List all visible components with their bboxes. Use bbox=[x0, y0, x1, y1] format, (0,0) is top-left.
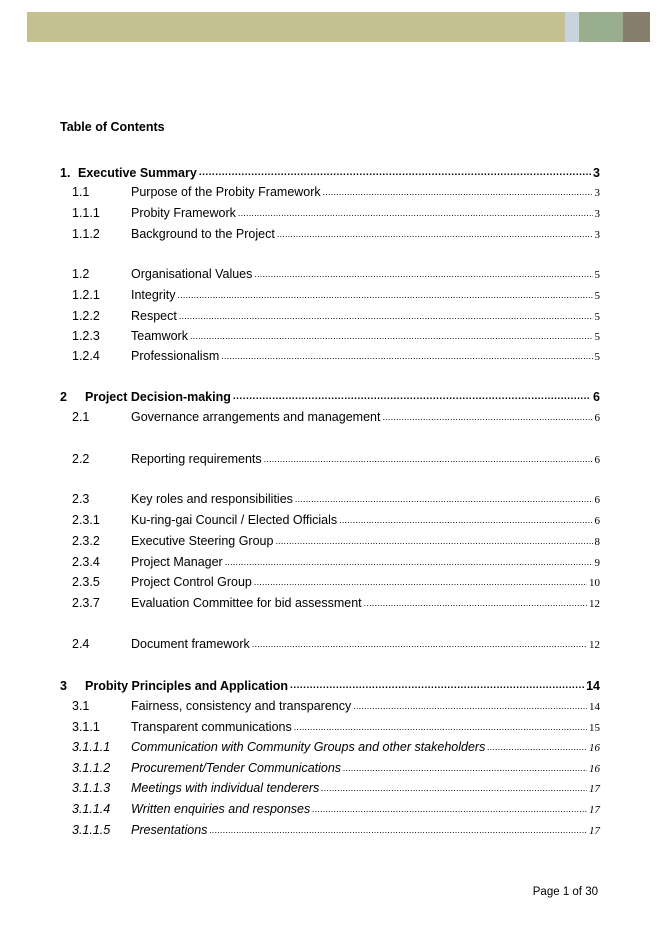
toc-entry-page: 5 bbox=[594, 269, 600, 281]
toc-leader bbox=[264, 455, 593, 467]
toc-entry-page: 5 bbox=[594, 331, 600, 343]
toc-entry[interactable] bbox=[60, 512, 600, 528]
toc-entry-page: 3 bbox=[594, 229, 600, 241]
toc-entry[interactable] bbox=[60, 409, 600, 425]
toc-entry-page: 9 bbox=[594, 557, 600, 569]
toc-leader bbox=[252, 640, 587, 652]
toc-entry-number: 1.2 bbox=[72, 267, 90, 281]
header-band-swatch-1 bbox=[565, 12, 579, 42]
toc-entry[interactable] bbox=[60, 266, 600, 282]
toc-entry-page: 17 bbox=[589, 804, 600, 816]
header-band-swatch-3 bbox=[623, 12, 650, 42]
toc-entry-number: 1.2.3 bbox=[72, 329, 100, 343]
toc-entry-title: Teamwork bbox=[131, 329, 188, 343]
toc-entry-number: 3.1.1.3 bbox=[72, 781, 111, 795]
toc-entry-title: Procurement/Tender Communications bbox=[131, 761, 342, 775]
toc-entry[interactable] bbox=[60, 328, 600, 344]
toc-leader bbox=[339, 516, 592, 528]
toc-leader bbox=[254, 270, 592, 282]
toc-entry-page: 6 bbox=[594, 412, 600, 424]
toc-entry[interactable] bbox=[60, 226, 600, 242]
toc-leader bbox=[238, 209, 593, 221]
toc-entry-page: 16 bbox=[589, 763, 600, 775]
toc-entry-number: 3.1 bbox=[72, 699, 90, 713]
toc-entry-page: 3 bbox=[594, 187, 600, 199]
toc-leader bbox=[294, 723, 587, 735]
toc-entry-number: 3.1.1 bbox=[72, 720, 100, 734]
toc-entry-number: 2.3.2 bbox=[72, 534, 100, 548]
toc-entry-title: Integrity bbox=[131, 288, 176, 302]
toc-entry-title: Organisational Values bbox=[131, 267, 253, 281]
toc-entry[interactable] bbox=[60, 678, 600, 694]
toc-entry-page: 6 bbox=[594, 494, 600, 506]
toc-entry-page: 6 bbox=[593, 390, 600, 404]
toc-entry-title: Communication with Community Groups and other stakeholders bbox=[131, 740, 486, 754]
toc-entry-page: 16 bbox=[589, 742, 600, 754]
toc-entry-page: 17 bbox=[589, 783, 600, 795]
toc-entry-page: 10 bbox=[589, 577, 600, 589]
toc-entry[interactable] bbox=[60, 389, 600, 405]
toc-entry-page: 14 bbox=[586, 679, 600, 693]
toc-entry-number: 2.3.7 bbox=[72, 596, 100, 610]
toc-entry[interactable] bbox=[60, 636, 600, 652]
toc-entry-title: Professionalism bbox=[131, 349, 220, 363]
toc-entry-page: 14 bbox=[589, 701, 600, 713]
toc-entry-title: Written enquiries and responses bbox=[131, 802, 311, 816]
toc-entry-page: 3 bbox=[594, 208, 600, 220]
toc-leader bbox=[487, 743, 587, 755]
toc-entry[interactable] bbox=[60, 595, 600, 611]
toc-entry-number: 2.1 bbox=[72, 410, 90, 424]
toc-leader bbox=[190, 332, 593, 344]
toc-entry-page: 5 bbox=[594, 290, 600, 302]
toc-entry-number: 2.3 bbox=[72, 492, 90, 506]
toc-entry-title: Project Decision-making bbox=[85, 390, 231, 404]
toc-leader bbox=[209, 826, 587, 838]
toc-entry-title: Background to the Project bbox=[131, 227, 275, 241]
header-band-main bbox=[27, 12, 565, 42]
toc-entry-page: 6 bbox=[594, 515, 600, 527]
toc-entry-title: Governance arrangements and management bbox=[131, 410, 381, 424]
toc-entry[interactable] bbox=[60, 554, 600, 570]
toc-leader bbox=[275, 537, 592, 549]
toc-entry-number: 2.4 bbox=[72, 637, 90, 651]
toc-leader bbox=[277, 230, 593, 242]
toc-entry[interactable] bbox=[60, 348, 600, 364]
toc-entry-number: 1.2.1 bbox=[72, 288, 100, 302]
toc-entry-page: 8 bbox=[594, 536, 600, 548]
toc-leader bbox=[321, 784, 587, 796]
toc-entry-number: 3.1.1.1 bbox=[72, 740, 111, 754]
toc-leader bbox=[382, 413, 592, 425]
toc-entry[interactable] bbox=[60, 451, 600, 467]
toc-entry-number: 2.3.4 bbox=[72, 555, 100, 569]
toc-entry-title: Probity Principles and Application bbox=[85, 679, 289, 693]
toc-entry-title: Respect bbox=[131, 309, 177, 323]
toc-entry[interactable] bbox=[60, 739, 600, 755]
toc-entry-number: 1.1.1 bbox=[72, 206, 100, 220]
toc-entry-number: 2 bbox=[60, 390, 67, 404]
toc-entry-page: 5 bbox=[594, 351, 600, 363]
page-number: Page 1 of 30 bbox=[532, 886, 598, 898]
toc-leader bbox=[233, 393, 591, 405]
toc-entry-number: 1.2.2 bbox=[72, 309, 100, 323]
toc-entry[interactable] bbox=[60, 205, 600, 221]
toc-entry-page: 17 bbox=[589, 825, 600, 837]
toc-entry[interactable] bbox=[60, 287, 600, 303]
toc-entry[interactable] bbox=[60, 801, 600, 817]
toc-entry[interactable] bbox=[60, 165, 600, 181]
toc-entry[interactable] bbox=[60, 574, 600, 590]
toc-leader bbox=[353, 702, 587, 714]
toc-entry-title: Probity Framework bbox=[131, 206, 236, 220]
toc-leader bbox=[177, 291, 592, 303]
toc-leader bbox=[343, 764, 587, 776]
toc-leader bbox=[312, 805, 587, 817]
toc-entry[interactable] bbox=[60, 184, 600, 200]
toc-leader bbox=[225, 558, 593, 570]
toc-entry-page: 3 bbox=[593, 166, 600, 180]
toc-entry-page: 15 bbox=[589, 722, 600, 734]
toc-leader bbox=[179, 312, 593, 324]
toc-entry-title: Evaluation Committee for bid assessment bbox=[131, 596, 362, 610]
toc-entry-title: Purpose of the Probity Framework bbox=[131, 185, 321, 199]
toc-entry-title: Document framework bbox=[131, 637, 250, 651]
toc-entry-number: 1.2.4 bbox=[72, 349, 100, 363]
toc-entry-page: 12 bbox=[589, 639, 600, 651]
toc-entry-number: 3 bbox=[60, 679, 67, 693]
toc-entry[interactable] bbox=[60, 760, 600, 776]
toc-entry-number: 2.2 bbox=[72, 452, 90, 466]
toc-entry[interactable] bbox=[60, 698, 600, 714]
toc-entry-page: 5 bbox=[594, 311, 600, 323]
toc-entry-number: 1. bbox=[60, 166, 71, 180]
toc-entry-number: 3.1.1.2 bbox=[72, 761, 111, 775]
toc-entry-number: 3.1.1.5 bbox=[72, 823, 111, 837]
toc-entry-title: Presentations bbox=[131, 823, 208, 837]
header-band-swatch-2 bbox=[579, 12, 623, 42]
toc-entry-number: 1.1.2 bbox=[72, 227, 100, 241]
toc-entry[interactable] bbox=[60, 491, 600, 507]
toc-entry-title: Reporting requirements bbox=[131, 452, 262, 466]
toc-entry-title: Transparent communications bbox=[131, 720, 292, 734]
toc-entry-page: 6 bbox=[594, 454, 600, 466]
toc-entry-page: 12 bbox=[589, 598, 600, 610]
toc-entry-title: Key roles and responsibilities bbox=[131, 492, 293, 506]
toc-entry[interactable] bbox=[60, 822, 600, 838]
toc-leader bbox=[199, 169, 591, 181]
toc-entry[interactable] bbox=[60, 719, 600, 735]
toc-entry-number: 2.3.5 bbox=[72, 575, 100, 589]
toc-entry-title: Executive Steering Group bbox=[131, 534, 274, 548]
toc-leader bbox=[290, 682, 584, 694]
toc-entry[interactable] bbox=[60, 533, 600, 549]
header-band bbox=[27, 12, 650, 42]
toc-entry-title: Ku-ring-gai Council / Elected Officials bbox=[131, 513, 338, 527]
toc-leader bbox=[295, 495, 593, 507]
toc-entry-number: 1.1 bbox=[72, 185, 90, 199]
toc-title: Table of Contents bbox=[60, 120, 165, 134]
toc-leader bbox=[254, 578, 587, 590]
toc-entry-title: Project Manager bbox=[131, 555, 223, 569]
toc-entry-title: Fairness, consistency and transparency bbox=[131, 699, 352, 713]
toc-entry-title: Project Control Group bbox=[131, 575, 252, 589]
toc-entry[interactable] bbox=[60, 780, 600, 796]
toc-entry-number: 2.3.1 bbox=[72, 513, 100, 527]
toc-leader bbox=[364, 599, 587, 611]
toc-entry-title: Executive Summary bbox=[78, 166, 197, 180]
toc-entry-title: Meetings with individual tenderers bbox=[131, 781, 320, 795]
toc-leader bbox=[323, 188, 593, 200]
toc-leader bbox=[221, 352, 592, 364]
toc-entry-number: 3.1.1.4 bbox=[72, 802, 111, 816]
toc-entry[interactable] bbox=[60, 308, 600, 324]
